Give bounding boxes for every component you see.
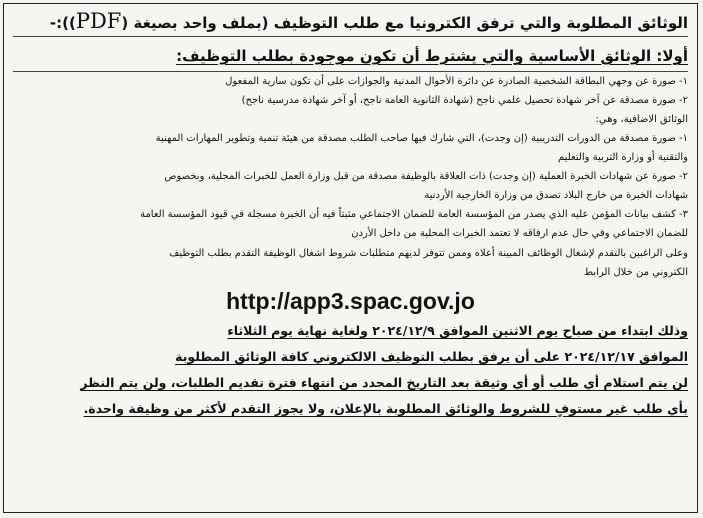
additional-item-experience-cont: شهادات الخبرة من خارج البلاد تصدق من وزارة الخارجية الأردنية xyxy=(424,190,688,201)
late-submission-notice: لن يتم استلام أي طلب أو أي وثيقة بعد التاريخ المحدد من انتهاء فترة تقديم الطلبات، ولن يتم النظر xyxy=(80,375,688,390)
deadline-end: الموافق ٢٠٢٤/١٢/١٧ على أن يرفق بطلب التوظيف الالكتروني كافة الوثائق المطلوبة xyxy=(175,349,688,364)
basic-documents-heading: أولا: الوثائق الأساسية والتي يشترط أن تكون موجودة بطلب التوظيف: xyxy=(176,47,688,65)
apply-instructions-cont: الكتروني من خلال الرابط xyxy=(583,267,688,278)
additional-item-experience: ٢- صورة عن شهادات الخبرة العملية (إن وجدت) ذات العلاقة بالوظيفة مصدقة من قبل وزارة العمل للخبرات المحلية، وبخصوص xyxy=(164,171,688,182)
additional-documents-heading: الوثائق الاضافية، وهي: xyxy=(595,114,688,125)
application-link[interactable]: http://app3.spac.gov.jo xyxy=(226,288,475,314)
title-divider xyxy=(13,36,688,37)
announcement-body xyxy=(4,4,697,422)
additional-item-courses: ١- صورة مصدقة من الدورات التدريبية (إن وجدت)، التي شارك فيها صاحب الطلب مصدقة من هيئة تنمية وتطوير المهارات المهنية xyxy=(155,133,688,144)
single-job-notice: بأي طلب غير مستوفٍ للشروط والوثائق المطلوبة بالإعلان، ولا يجوز التقدم لأكثر من وظيفة واحدة. xyxy=(83,401,688,416)
documents-title: الوثائق المطلوبة والتي ترفق الكترونيا مع طلب التوظيف (بملف واحد بصيغة (PDF)):- xyxy=(49,10,688,33)
apply-instructions: وعلى الراغبين بالتقدم لإشغال الوظائف المبينة أعلاه وممن تتوفر لديهم متطلبات شروط اشغال الوظيفة التقدم بطلب التوظيف xyxy=(168,248,688,259)
additional-item-social-security-cont: للضمان الاجتماعي وفي حال عدم ارفاقه لا تعتمد الخبرات المحلية من داخل الأردن xyxy=(351,228,688,239)
pdf-format-label: PDF xyxy=(75,10,122,33)
additional-item-courses-cont: والتقنية أو وزارة التربية والتعليم xyxy=(558,152,688,163)
additional-item-social-security: ٣- كشف بيانات المؤمن عليه الذي يصدر من المؤسسة العامة للضمان الاجتماعي مثبتاً فيه أن الخبرة مسجلة في قيود المؤسسة العامة xyxy=(140,209,688,220)
basic-item-id-card: ١- صورة عن وجهي البطاقة الشخصية الصادرة عن دائرة الأحوال المدنية والجوازات على أن تكون سارية المفعول xyxy=(225,76,688,87)
announcement-frame xyxy=(3,3,698,513)
basic-item-certificate: ٢- صورة مصدقة عن آخر شهادة تحصيل علمي ناجح (شهادة الثانوية العامة ناجح، أو آخر شهادة مدرسية ناجح) xyxy=(241,95,688,106)
deadline-start: وذلك ابتداء من صباح يوم الاثنين الموافق ٢٠٢٤/١٢/٩ ولغاية نهاية يوم الثلاثاء xyxy=(227,323,688,338)
